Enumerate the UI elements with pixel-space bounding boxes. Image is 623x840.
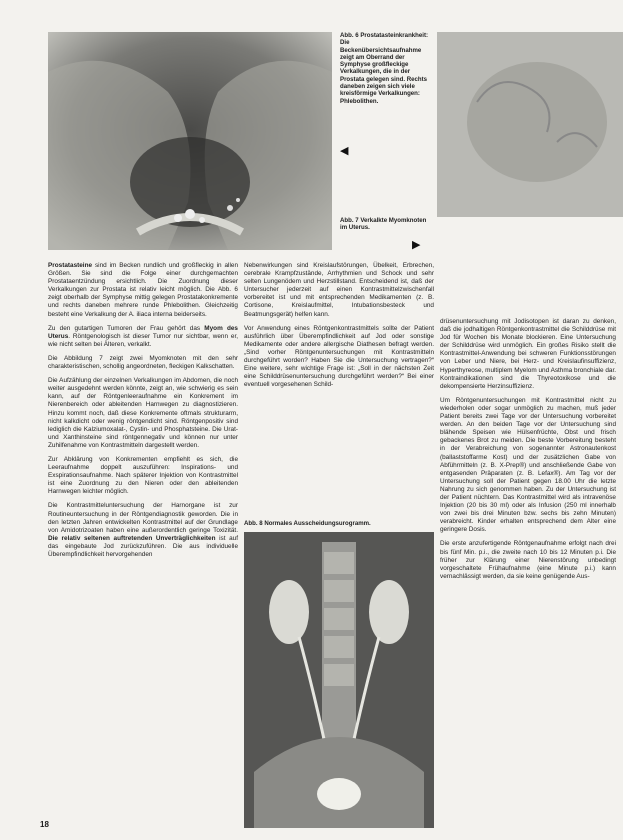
- figure-8-caption: Abb. 8 Normales Ausscheidungsurogramm.: [244, 520, 371, 527]
- urogram-xray-image: [244, 532, 434, 828]
- text-column-1: [48, 262, 238, 565]
- paragraph: Zu den gutartigen Tumoren der Frau gehört das Myom des Uterus. Röntgenologisch ist dieser Tumor nur sichtbar, wenn er, wie nicht selten bei Älteren, verkalkt.: [48, 324, 238, 348]
- paragraph: Die Kontrastmitteluntersuchung der Harnorgane ist zur Routineuntersuchung in der Röntgendiagnostik geworden. Die in den letzten Jahren entwickelten Kontrastmittel auf der Grundlage von Amidotrizoaten haben eine außerordentlich geringe Toxizität. Die relativ seltenen auftretenden Unverträglichkeiten ist auf das eingebaute Jod zurückzuführen. Die aus individuelle Überempfindlichkeit hervorgehenden: [48, 502, 238, 558]
- uterus-xray-image: [437, 32, 623, 217]
- figure-6-caption: Abb. 6 Prostatasteinkrankheit: Die Beckenübersichtsaufnahme zeigt am Oberrand der Symphyse großfleckige Verkalkungen, die in der Prostata gelegen sind. Rechts daneben zeigen sich viele kreisförmige Verkalkungen: Phlebolithen.: [340, 32, 429, 105]
- right-arrow-icon: ▶: [412, 239, 421, 251]
- left-arrow-icon: ◀: [340, 145, 349, 157]
- page-number: 18: [40, 820, 49, 829]
- paragraph: Vor Anwendung eines Röntgenkontrastmittels sollte der Patient ausführlich über Überempfindlichkeit auf Jod oder sonstige Medikamente oder andere allergische Diathesen befragt werden. „Sind vorher Röntgenuntersuchungen mit Kontrastmitteln durchgeführt worden? Haben Sie die Untersuchung vertragen?“ Eine weitere, sehr wichtige Frage ist: „Soll in der nächsten Zeit eine Schilddrüsenuntersuchung durchgeführt werden?“ Bei einer eventuell vorgesehenen Schild-: [244, 324, 434, 389]
- paragraph: Nebenwirkungen sind Kreislaufstörungen, Übelkeit, Erbrechen, cerebrale Krampfzustände, Arrhythmien und Schock und sehr selten Lungenödem und Herzstillstand. Entscheidend ist, daß der Untersucher jederzeit auf einen Kontrastmittelzwischenfall vorbereitet ist und mit entsprechenden Medikamenten (z. B. Cortisone, Kreislaufmittel, Intubationsbesteck und Beatmungsgerät) helfen kann.: [244, 262, 434, 318]
- paragraph: Zur Abklärung von Konkrementen empfiehlt es sich, die Leeraufnahme doppelt auszuführen: Inspirations- und Exspirationsaufnahme. Nach späterer Injektion von Kontrastmittel ist eine Zuordnung zu den Nieren oder den ableitenden Harnwegen leichter möglich.: [48, 455, 238, 496]
- paragraph: Die Abbildung 7 zeigt zwei Myomknoten mit den sehr charakteristischen, schollig angeordneten, fleckigen Kalkschatten.: [48, 354, 238, 371]
- paragraph: drüsenuntersuchung mit Jodisotopen ist daran zu denken, daß die jodhaltigen Röntgenkontrastmittel die Schilddrüse mit Jod für Wochen bis Monate blockieren. Eine Untersuchung der Schilddrüse wird unmöglich. Ein großes Risiko stellt die Kontrastmittel-Anwendung bei schweren Funktionsstörungen von Leber und Niere, bei Herz- und Kreislaufinsuffizienz, Hyperthyreose, multiplem Myelom und Asthma bronchiale dar. Kontraindikationen sind die Thyreotoxikose und die dekompensierte Herzinsuffizienz.: [440, 318, 616, 390]
- text-column-2: [244, 262, 434, 395]
- paragraph: Prostatasteine sind im Becken rundlich und großfleckig in allen Größen. Sie sind die Folge einer durchgemachten Prostataentzündung ersichtlich. Die Zuordnung dieser Verkalkungen zur Prostata ist relativ leicht möglich. Die Abb. 6 zeigt oberhalb der Symphyse mittig gelegen Prostatakonkremente und rechts daneben mehrere runde Phlebolithen. Gleichzeitig besteht eine Verkalkung der A. iliaca interna beiderseits.: [48, 262, 238, 318]
- paragraph: Die erste anzufertigende Röntgenaufnahme erfolgt nach drei bis fünf Min. p.i., die zweite nach 10 bis 12 Minuten p.i. Die früher zur Klärung einer Nierenstörung unbedingt vorgeschaltete Frühaufnahme (eine Minute p.i.) kann vernachlässigt werden, da sie keine genügende Aus-: [440, 540, 616, 580]
- paragraph: Die Aufzählung der einzelnen Verkalkungen im Abdomen, die noch weiter ausgedehnt werden könnte, zeigt an, wie schwierig es sein kann, auf der Röntgenleeraufnahme ein Konkrement im Nierenbereich oder ableitenden Harnwegen zu diagnostizieren. Hinzu kommt noch, daß diese Konkremente oftmals strukturarm, nicht kalkdicht oder wenig röntgendicht sind. Röntgenpositiv sind lediglich die Kalziumoxalat-, Cystin- und Phosphatsteine. Die Urat- und Xanthinsteine sind röntgennegativ und können nur unter Zuhilfenahme von Kontrastmitteln dargestellt werden.: [48, 377, 238, 449]
- pelvis-xray-image: [48, 32, 332, 250]
- text-column-3: [440, 318, 616, 587]
- figure-7-caption: Abb. 7 Verkalkte Myomknoten im Uterus.: [340, 217, 427, 232]
- paragraph: Um Röntgenuntersuchungen mit Kontrastmittel nicht zu wiederholen oder sogar unmöglich zu machen, muß jeder Patient bereits zwei Tage vor der Untersuchung vorbereitet werden. An den beiden Tage vor der Untersuchung sind blähende Speisen wie Hülsenfrüchte, Obst und frisch gebackenes Brot zu meiden. Die beste Vorbereitung besteht in der Verabreichung von sogenannter Astronautenkost (ballaststoffarme Kost) und der zusätzlichen Gabe von Abführmitteln (z. B. X-Prep®) und anschließende Gabe von entgasenden Präparaten (z. B. Lefax®). Am Tag vor der Untersuchung soll der Patient gegen 18.00 Uhr die letzte Nahrung zu sich genommen haben. Zu der Untersuchung ist der Patient nüchtern. Das Kontrastmittel wird als intravenöse Injektion (20 bis 30 ml) oder als Infusion (250 ml innerhalb von zwei bis drei Minuten bzw. sechs bis zehn Minuten) verabreicht. Kinder erhalten entsprechend dem Alter eine geringere Dosis.: [440, 396, 616, 534]
